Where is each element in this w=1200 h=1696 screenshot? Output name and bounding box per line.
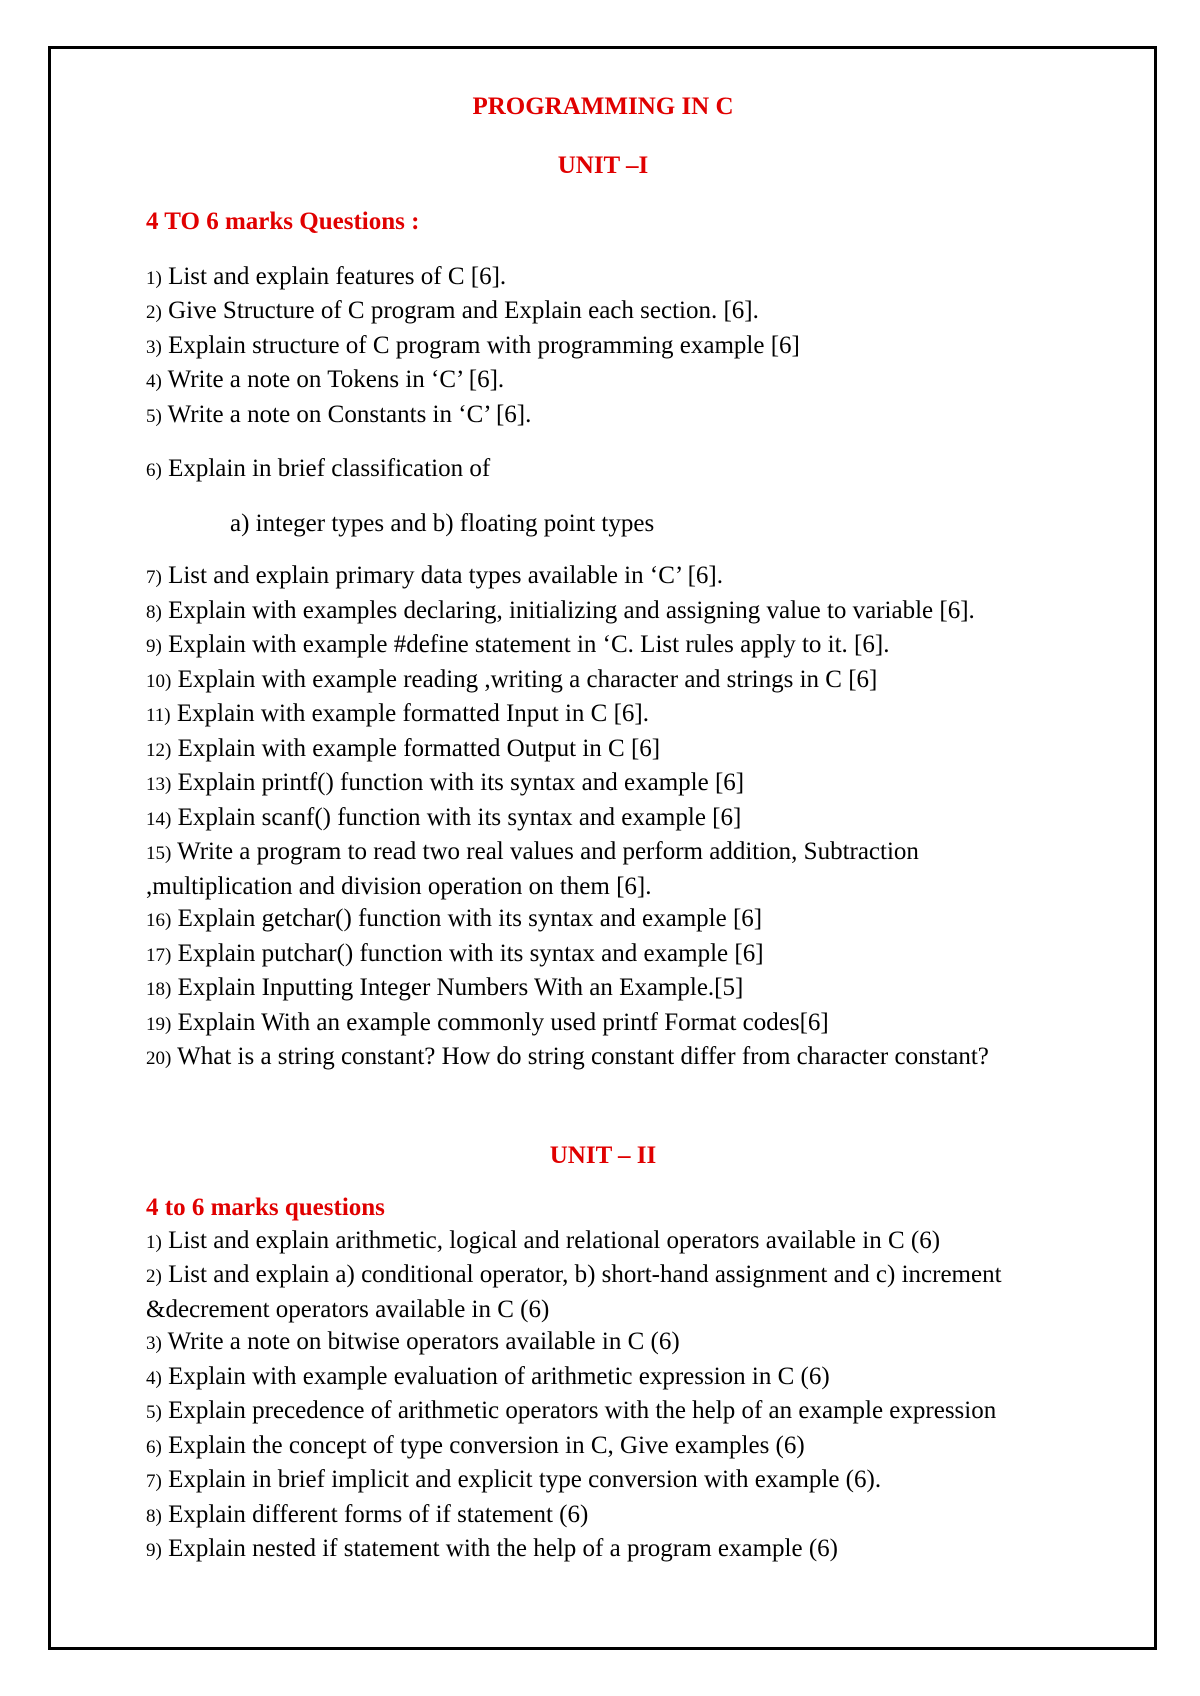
list-item: 8) Explain with examples declaring, initializing and assigning value to variable [6]. — [146, 596, 975, 624]
list-item: 5) Explain precedence of arithmetic operators with the help of an example expression — [146, 1397, 997, 1424]
list-item: 2) Give Structure of C program and Explain each section. [6]. — [146, 297, 759, 324]
list-item: 11) Explain with example formatted Input in C [6]. — [146, 700, 649, 727]
list-item: 9) Explain nested if statement with the help of a program example (6) — [146, 1535, 838, 1562]
list-item: 3) Write a note on bitwise operators available in C (6) — [146, 1328, 680, 1355]
unit-2-question-list — [146, 1225, 1060, 1568]
list-item: 20) What is a string constant? How do string constant differ from character constant? — [146, 1043, 989, 1070]
list-item: 19) Explain With an example commonly used printf Format codes[6] — [146, 1008, 829, 1036]
list-item: 14) Explain scanf() function with its syntax and example [6] — [146, 803, 742, 831]
list-item: 1) List and explain features of C [6]. — [146, 262, 507, 290]
list-item: 6) Explain in brief classification of — [146, 455, 491, 482]
list-item: 15) Write a program to read two real values and perform addition, Subtraction ,multiplication and division operation on them [6]. — [146, 838, 919, 900]
unit-1-heading: UNIT –I — [557, 151, 649, 179]
list-item: 7) Explain in brief implicit and explicit type conversion with example (6). — [146, 1466, 882, 1493]
list-item: 5) Write a note on Constants in ‘C’ [6]. — [146, 400, 532, 428]
list-item: 8) Explain different forms of if statement (6) — [146, 1500, 589, 1528]
list-item: 7) List and explain primary data types available in ‘C’ [6]. — [146, 562, 723, 589]
document-body — [146, 88, 1060, 1568]
unit-2-subheading: 4 to 6 marks questions — [146, 1194, 385, 1221]
list-item: 16) Explain getchar() function with its syntax and example [6] — [146, 905, 763, 932]
document-title: PROGRAMMING IN C — [472, 93, 734, 120]
list-item: 9) Explain with example #define statement in ‘C. List rules apply to it. [6]. — [146, 631, 890, 658]
list-item: 6) Explain the concept of type conversion in C, Give examples (6) — [146, 1431, 805, 1459]
unit-2-heading: UNIT – II — [549, 1141, 657, 1169]
list-item: 17) Explain putchar() function with its syntax and example [6] — [146, 939, 764, 967]
list-item: 4) Write a note on Tokens in ‘C’ [6]. — [146, 366, 505, 393]
list-item: 3) Explain structure of C program with programming example [6] — [146, 331, 800, 359]
list-item: 4) Explain with example evaluation of arithmetic expression in C (6) — [146, 1362, 830, 1390]
list-item: 13) Explain printf() function with its syntax and example [6] — [146, 769, 745, 796]
list-item-sub: a) integer types and b) floating point types — [230, 509, 655, 537]
list-item: 12) Explain with example formatted Output in C [6] — [146, 734, 661, 762]
unit-1-subheading: 4 TO 6 marks Questions : — [146, 208, 420, 235]
list-item: 18) Explain Inputting Integer Numbers With an Example.[5] — [146, 974, 744, 1001]
list-item: 2) List and explain a) conditional operator, b) short-hand assignment and c) increment &decrement operators available in C (6) — [146, 1261, 1002, 1323]
list-item: 1) List and explain arithmetic, logical and relational operators available in C (6) — [146, 1226, 941, 1254]
list-item: 10) Explain with example reading ,writing a character and strings in C [6] — [146, 665, 878, 693]
unit-1-question-list — [146, 261, 1060, 1076]
